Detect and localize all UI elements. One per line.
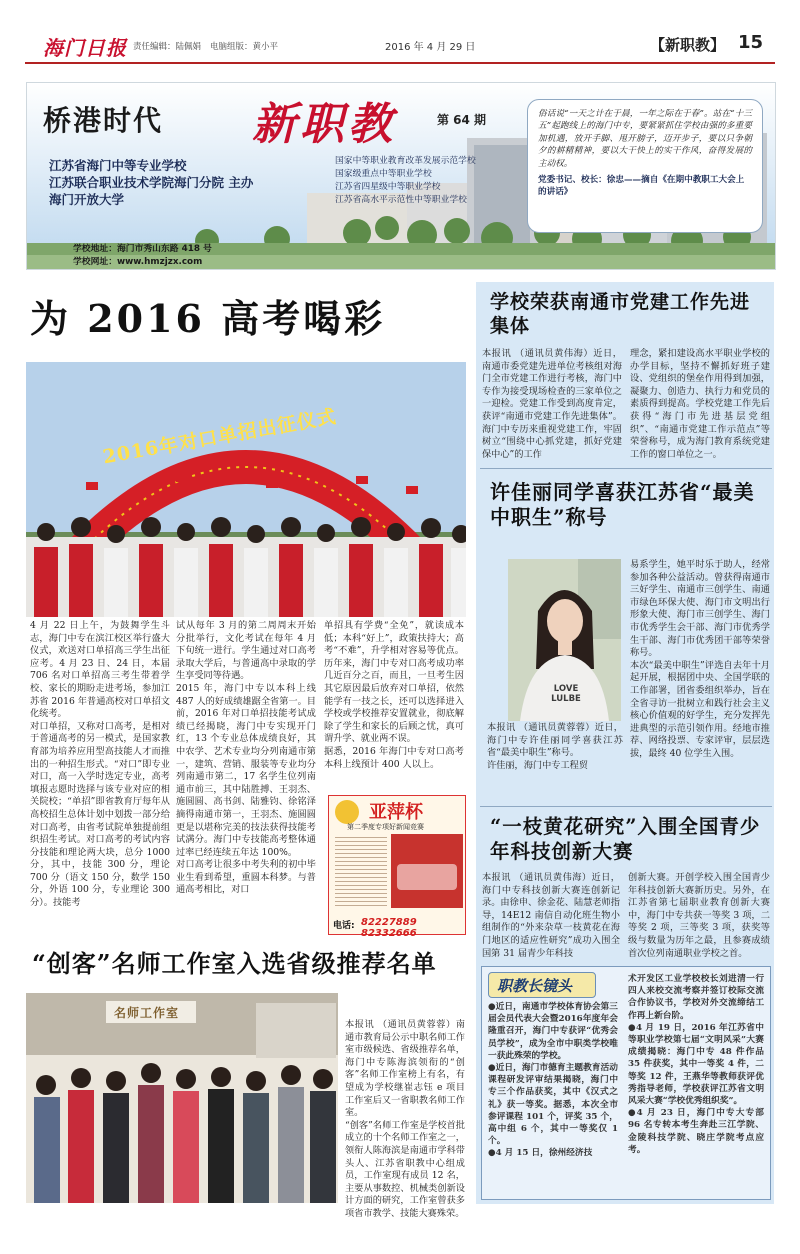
quote-text: 俗话说“一天之计在于晨，一年之际在于春”。站在“十三五”起跑线上的海门中专，要紧紧抓住学校由强的多重要加机遇，放开手脚、甩开膀子，迈开步子，要以只争朝夕的耕精精神，要以大干快上的实干作风，奋得发展的主动权。 [538,109,752,169]
article2-text-col2: 理念，紧扣建设高水平职业学校的办学目标，坚持不懈抓好班子建设、党组织的堡垒作用得到加强，凝聚力、创造力、执行力和党员的素质得到提高。学校党建工作先后获得“海门市先进基层党组织”、“南通市党建工作示范点”等荣誉称号，成为海门教育系统党建工作的窗口单位之一。 [630,348,770,460]
shirt-print: LOVE LULBE [551,684,581,704]
editor-credit: 责任编辑：陆佩娟 [133,42,202,52]
banner-honors [335,155,476,207]
article4-text-col2: 创新大赛。开创学校入围全国青少年科技创新大赛新历史。另外，在江苏省第七届职业教育创新大赛中，海门中专共获一等奖 3 项，二等奖 2 项，三等奖 3 项，获奖等级与数量为历年之最，且参赛成绩首次位列南通职业学校之首。 [628,872,770,959]
newspaper-logo: 海门日报 [43,36,127,60]
rule-right-1 [480,468,772,469]
host-line: 海门开放大学 [49,192,125,207]
yaping-ad [328,795,466,939]
issue-date: 2016 年 4 月 29 日 [385,42,476,53]
banner-title-left: 桥港时代 [43,104,164,137]
host-line: 江苏省海门中等专业学校 [49,158,187,173]
article3-caption [487,722,623,772]
ad-text-block [335,834,387,908]
banner-title-main: 新职教 [252,99,396,150]
news-brief-box [481,966,771,1200]
designer-credit: 电脑组版：黄小平 [210,42,279,52]
brief-col-left [488,1001,618,1160]
principal-quote-box [527,99,763,233]
article4-col2 [628,872,770,960]
masthead-rule [25,62,775,64]
article1-text-col2: 试从每年 3 月的第二周周末开始分批举行，文化考试在每年 4 月下旬统一进行。学生通过对口高考录取大学后，与普通高中录取的学生享受同等待遇。 2015 年，海门中专以本科上线 487 人的好成绩雄踞全省第一。目前，2016 年对口单招技能考试成绩已经揭晓，海门中专实现开门红，13 个专业总体成绩良好，其中农学、艺术专业均分列南通市第一，建筑、营销、服装等专业均分列南通市第二，17 名学生位列南通市前三，其中陆胜搏、王羽杰、施圆圆、高书剑、陆雅钧、徐铭泽摘得南通市第一，王羽杰、施圆圆更是以堪称完美的技法获得技能考试满分。海门中专技能高考整体通过率已经连续五年达 100%。 对口高考让很多中考失利的初中毕业生看到希望，重圆本科梦。与普通高考相比，对口 [176,620,316,896]
headline-maker-studio: “创客”名师工作室入选省级推荐名单 [32,949,437,978]
ad-brand: 亚萍杯 [369,802,423,823]
ad-subtitle: 第二季度专项好新闻竞赛 [347,823,424,831]
article3-text-right: 易系学生，她平时乐于助人，经常参加各种公益活动。曾获得南通市三好学生、南通市三创学生、南通市绿色环保大使、海门市文明出行形象大使、海门市三创学生、海门市优秀学生会干部、海门市优秀学生干部、海门市优秀团干部等荣誉称号。 本次“最美中职生”评选自去年十月起开展，根据团中央、全国学联的工作部署，团省委组织举办，旨在全省寻访一批树立和践行社会主义核心价值观的好学生，充分发挥先进典型的示范引领作用。经地市推荐、网络投票、专家评审，层层选拔，最终 40 位学生入围。 [630,559,770,759]
ad-room-photo [391,834,463,908]
article1-col3 [324,620,464,771]
article1-col1 [30,620,170,910]
headline-party-building [490,290,760,338]
ad-flower-icon [335,800,359,824]
headline-gaokao: 为 2016 高考喝彩 [30,296,386,341]
honor-line: 国家中等职业教育改革发展示范学校 [335,156,476,166]
headline-best-student-text: 许佳丽同学喜获江苏省“最美中职生”称号 [490,480,755,529]
honor-line: 江苏省四星级中等职业学校 [335,182,441,192]
rule-right-2 [480,806,772,807]
brief-col-right [628,973,764,1156]
ad-phones: 82227889 82332666 [361,917,417,939]
article2-text-col1: 本报讯 （通讯员黄伟海）近日，南通市委党建先进单位考核组对海门全市党建工作进行考核，海门中专作为接受现场检查的三家单位之一迎检。党建工作受到高度肯定，获评“南通市党建工作先进集体”。海门中专历来重视党建工作，牢固树立“围绕中心抓党建，抓好党建保中心”的工作 [482,348,622,460]
brief-text-left: ●近日，南通市学校体育协会第三届会员代表大会暨2016年度年会隆重召开，海门中专获评“优秀会员学校”，成为全市中职类学校唯一获此殊荣的学校。 ●近日，海门市德育主题教育活动课程研发评审结果揭晓，海门中专三个作品获奖，其中《汉式之礼》获一等奖。据悉，本次全市参评课程 101 个，评奖 35 个，高中组 6 个，其中一等奖仅 1 个。 ●4 月 15 日，徐州经济技 [488,1002,618,1159]
photo-send-off-ceremony [26,362,466,617]
masthead [25,32,775,62]
article4-col1 [482,872,620,960]
article2-col1 [482,348,622,461]
headline-party-building-text: 学校荣获南通市党建工作先进集体 [490,291,751,337]
page-number: 15 [738,32,764,53]
host-line: 江苏联合职业技术学院海门分院 主办 [49,175,254,190]
banner-issue: 第 64 期 [437,113,487,127]
banner-hosts [49,157,253,208]
ad-phone-label: 电话: [333,921,355,931]
team-scene [26,993,338,1203]
brief-title-badge [488,972,596,998]
school-website: 学校网址：www.hmzjzx.com [73,257,203,267]
section-name: 【新职教】 [650,36,726,54]
photo-xu-jiali [508,559,621,721]
arch-banner-text: 2016年对口单招出征仪式 [101,405,339,469]
headline-goldenrod-text: “一枝黄花研究”入围全国青少年科技创新大赛 [490,815,761,863]
article1-text-col3: 单招具有学费“全免”，就读成本低；本科“好上”，政策扶持大；高考“不难”，升学相对容易等优点。历年来，海门中专对口高考成功率几近百分之百，而且，一旦考生因其它原因最后放弃对口单招，依然能学有一技之长，还可以选择进入学校或学校推荐安置就业，彻底解除了学生和家长的后顾之忧，真可谓升学、就业两不误。 据悉，2016 年海门中专对口高考本科上线预计 400 人以上。 [324,620,464,770]
article1-text-col1: 4 月 22 日上午，为鼓舞学生斗志，海门中专在滨江校区举行盛大仪式，欢送对口单招高三学生出征应考。4 月 23 日、24 日，本届 706 名对口单招高三考生带着学校、家长的期盼走进考场，参加江苏省 2016 年普通高校对口单招文化统考。 对口单招，又称对口高考，是相对于普通高考的另一模式，是国家教育部为培养应用型高技能人才而推出的一种招生形式。“对口”即专业对口，高一入学时选定专业，高考填报志愿时选择与该专业对应的相关院校；“单招”即省教育厅每年从高校招生总体计划中划拨一部分给对口高考，由省考试院单独提前组织招生考试。对口高考的考试内容分技能和理论两大块，总分 1000 分，其中，技能 300 分，理论 700 分（语文 150 分，数学 150 分，外语 100 分，专业理论 300 分）。技能考 [30,620,170,909]
article3-right [630,559,770,761]
school-address: 学校地址：海门市秀山东路 418 号 [73,244,212,254]
article5-text: 本报讯 （通讯员黄蓉蓉）南通市教育局公示中职名师工作室市级候选、省级推荐名单，海门中专陈海滨领衔的“创客”名师工作室榜上有名，有望成为学校继崔志钰 e 项目工作室后又一省职教名师工作室。 “创客”名师工作室是学校首批成立的十个名师工作室之一，领衔人陈海滨是南通市学科带头人、江苏省职教中心组成员，工作室现有成员 12 名，主要从事数控、机械类创新设计方面的研究，工作室曾获多项省市教学、技能大赛殊荣。 [345,1019,465,1219]
article2-col2 [630,348,770,461]
studio-sign: 名师工作室 [114,1006,180,1020]
headline-goldenrod-research [490,814,770,864]
article5-body [345,1019,465,1221]
banner [26,82,776,270]
quote-source: 党委书记、校长：徐忠——摘自《在期中教职工大会上的讲话》 [538,175,745,198]
photo-maker-studio-team [26,993,338,1203]
brief-text-right: 术开发区工业学校校长刘进清一行四人来校交流考察并签订校际交流合作协议书，学校对外交流缔结工作再上新台阶。 ●4 月 19 日，2016 年江苏省中等职业学校第七届“文明风采”大赛成绩揭晓：海门中专 48 件作品 35 件获奖，其中一等奖 4 件，二等奖 12 件，王燕华等教师获评优秀指导老师，学校获评江苏省文明风采大赛“学校优秀组织奖”。 ●4 月 23 日，海门中专大专部 96 名专转本考生奔赴三江学院、金陵科技学院、晓庄学院考点应考。 [628,974,764,1155]
article4-text-col1: 本报讯 （通讯员黄伟海）近日，海门中专科技创新大赛连创新记录。由徐申、徐金花、陆慧老师指导，14E12 南信自动化班生物小组制作的“外来杂草一枝黄花在海门地区的适应性研究”成功入围全国第 31 届青少年科技 [482,872,620,959]
headline-best-student [490,480,760,530]
honor-line: 江苏省高水平示范性中等职业学校 [335,195,467,205]
article1-col2 [176,620,316,897]
ceremony-scene [26,362,466,617]
honor-line: 国家级重点中等职业学校 [335,169,432,179]
brief-title: 职教长镜头 [497,977,573,995]
article3-text-caption: 本报讯 （通讯员黄蓉蓉）近日，海门中专许佳丽同学喜获江苏省“最美中职生”称号。 许佳丽，海门中专工程贸 [487,722,623,771]
